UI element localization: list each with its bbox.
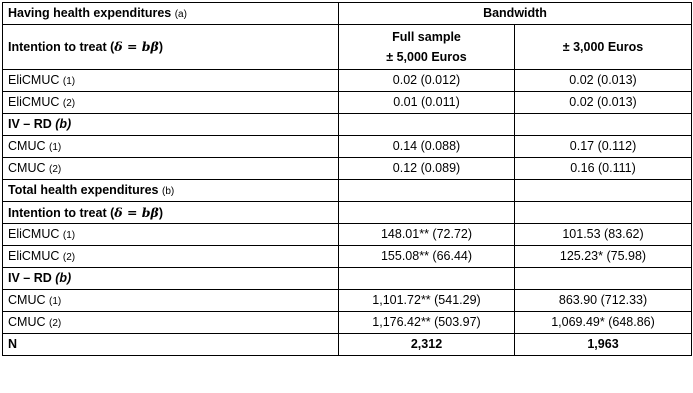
row-value-full: 1,101.72** (541.29) [339,290,515,312]
row-value-full: 1,176.42** (503.97) [339,312,515,334]
row-label [3,246,339,268]
row-label-sub: (1) [48,295,62,307]
row-value-full [339,268,515,290]
results-table [2,2,692,356]
table-row [3,290,692,312]
row-label-text: CMUC [8,292,46,307]
row-label-text: CMUC [8,138,46,153]
table-row [3,224,692,246]
row-value-full: 2,312 [339,334,515,356]
header-cell-outcome [3,3,339,25]
table-row [3,268,692,290]
table-row [3,158,692,180]
row-label-text: Total health expenditures [8,182,159,197]
header-itt-math: δ = bβ [114,39,159,54]
row-label [3,202,339,224]
row-label-text: Intention to treat ( [8,205,115,220]
row-label [3,312,339,334]
row-label-text: IV – RD [8,271,52,285]
row-value-3000: 1,963 [515,334,692,356]
row-value-3000: 0.02 (0.013) [515,70,692,92]
row-value-full: 0.12 (0.089) [339,158,515,180]
row-label-sub: (2) [48,317,62,329]
header-outcome-note: (a) [174,8,187,20]
row-label-note: (b) [55,117,72,131]
row-label-sub: (2) [48,163,62,175]
row-label-text: EliCMUC [8,226,60,241]
row-value-3000: 125.23* (75.98) [515,246,692,268]
table-row [3,312,692,334]
row-label-text: EliCMUC [8,72,60,87]
table-row [3,202,692,224]
row-label [3,70,339,92]
header-bandwidth: Bandwidth [339,3,692,25]
row-value-full: 0.01 (0.011) [339,92,515,114]
row-value-full [339,202,515,224]
table-row [3,136,692,158]
header-itt-label: Intention to treat ( [8,40,115,54]
row-label-math: δ = bβ [114,204,159,220]
row-label-sub: (2) [62,251,76,263]
header-row-2 [3,25,692,70]
row-label [3,268,339,290]
table-row [3,246,692,268]
header-itt-close: ) [158,40,163,54]
header-full-sample-line1: Full sample [392,30,461,44]
row-label-sub: (b) [161,185,175,197]
row-label-n: N [3,334,339,356]
row-label [3,114,339,136]
row-value-3000: 0.02 (0.013) [515,92,692,114]
row-label-sub: (1) [48,141,62,153]
row-label-text: EliCMUC [8,248,60,263]
table-row [3,70,692,92]
row-value-full: 0.14 (0.088) [339,136,515,158]
header-full-sample [339,25,515,70]
row-value-3000 [515,268,692,290]
row-value-3000: 863.90 (712.33) [515,290,692,312]
row-value-3000 [515,180,692,202]
row-label-text: CMUC [8,314,46,329]
row-label-sub: (1) [62,75,76,87]
header-row-1 [3,3,692,25]
header-outcome-label: Having health expenditures [8,5,172,20]
row-label [3,180,339,202]
table-row [3,114,692,136]
row-value-full [339,114,515,136]
row-value-full: 155.08** (66.44) [339,246,515,268]
row-label [3,136,339,158]
header-full-sample-line2: ± 5,000 Euros [386,50,467,64]
row-label-text: IV – RD [8,117,52,131]
row-value-3000 [515,202,692,224]
row-value-3000: 0.17 (0.112) [515,136,692,158]
row-value-full: 0.02 (0.012) [339,70,515,92]
row-label-sub: (2) [62,97,76,109]
row-label [3,224,339,246]
row-value-3000: 101.53 (83.62) [515,224,692,246]
row-label-text: EliCMUC [8,94,60,109]
table-row-n [3,334,692,356]
table-row [3,92,692,114]
row-value-3000: 0.16 (0.111) [515,158,692,180]
header-itt [3,25,339,70]
row-label-text: CMUC [8,160,46,175]
row-value-full [339,180,515,202]
row-label [3,92,339,114]
row-label-close: ) [158,205,163,220]
row-label [3,158,339,180]
row-label [3,290,339,312]
row-value-3000 [515,114,692,136]
table-row [3,180,692,202]
header-bw3000: ± 3,000 Euros [515,25,692,70]
row-value-3000: 1,069.49* (648.86) [515,312,692,334]
row-value-full: 148.01** (72.72) [339,224,515,246]
row-label-note: (b) [55,271,72,285]
row-label-sub: (1) [62,229,76,241]
